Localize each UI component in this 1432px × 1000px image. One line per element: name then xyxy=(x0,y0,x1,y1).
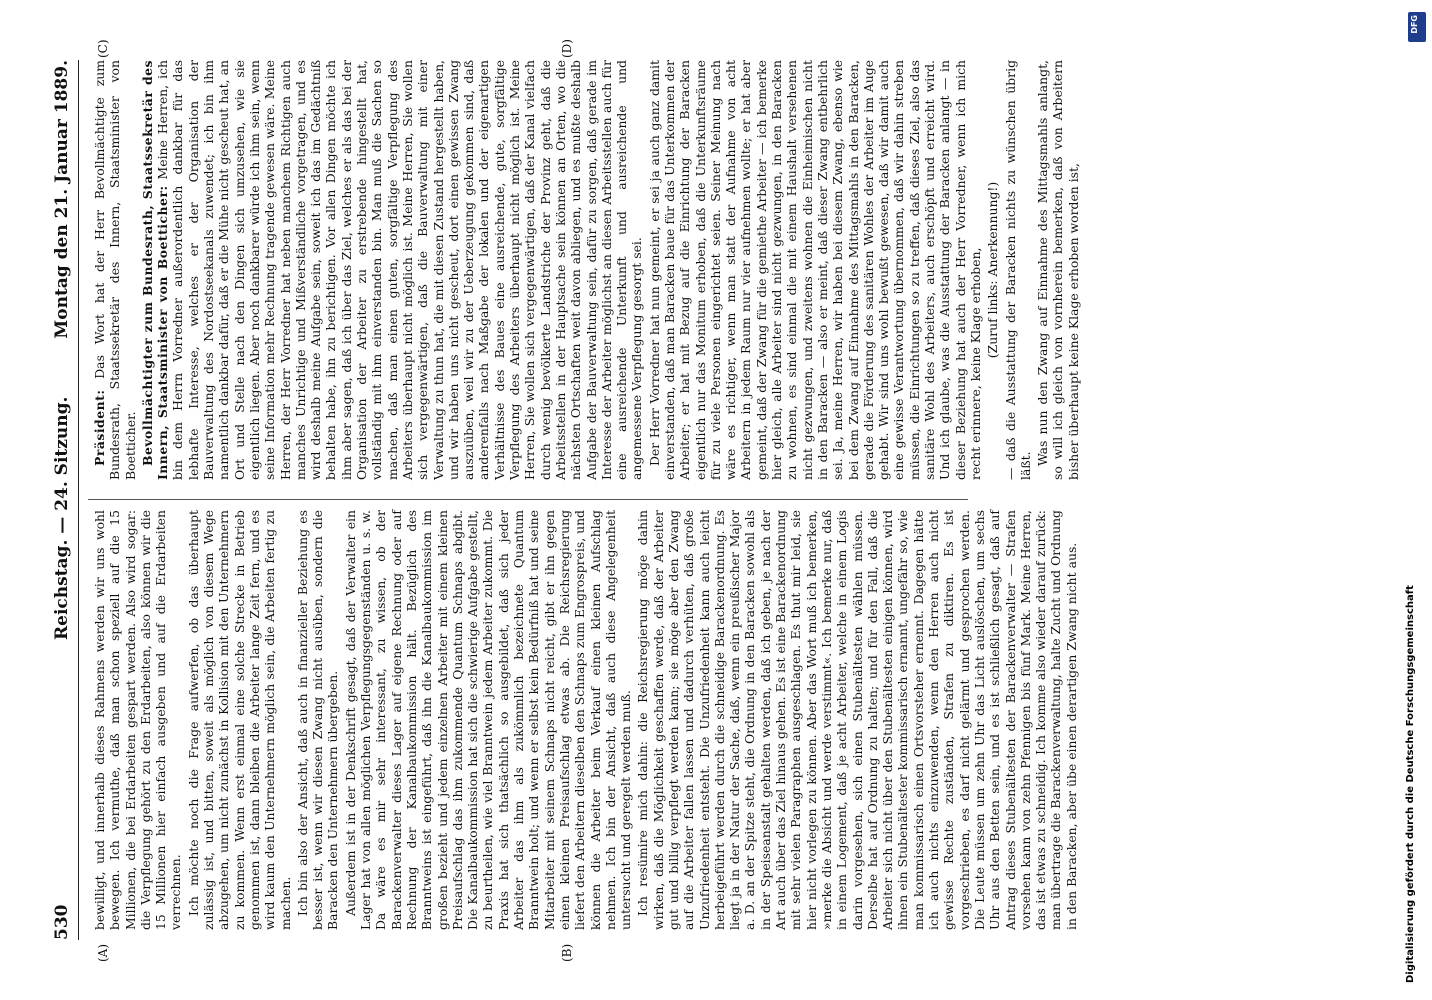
paragraph: Ich resümire mich dahin: die Reichsregierung möge dahin wirken, daß die Möglichkeit geschaffen werde, daß der Arbeiter gut und billig verpflegt werden kann; sie möge aber den Zwang auf die Arbeiter fallen lassen und dadurch verhüten, daß große Unzufriedenheit entsteht. Die Unzufriedenheit kann auch leicht herbeigeführt werden durch die schneidige Barackenordnung. Es liegt ja in der Natur der Sache, daß, wenn ein preußischer Major a. D. an der Spitze steht, die Ordnung in den Baracken sowohl als in der Speiseanstalt gehalten werden, daß ich geben, je nach der Art auch über das Ziel hinaus gehen. Es ist eine Barackenordnung mit sehr vielen Paragraphen ausgeschlagen. Es thut mir leid, sie hier nicht vorlegen zu können. Aber das Wort muß ich bemerken, »merke die Absicht und werde verstimmt«. Ich bemerke nur, daß in einem Logement, daß je acht Arbeiter, welche in einem Logis darin vorgesehen, sich einen Stubenältesten wählen müssen. Derselbe hat auf Ordnung zu halten; und für den Fall, daß die Arbeiter sich nicht über den Stubenältesten einigen können, wird ihnen ein Stubenältester kommissarisch ernannt, ungefähr so, wie man kommissarisch einen Ortsvorsteher ernennt. Dagegen hätte ich auch nichts einzuwenden, wenn den Herren auch nicht gewisse Rechte zuständen, Strafen zu diktiren. Es ist vorgeschrieben, es darf nicht gelärmt und gesprochen werden. Die Leute müssen um zehn Uhr das Licht auslöschen, um sechs Uhr aus den Betten sein, und es ist schließlich gesagt, daß auf Antrag dieses Stubenältesten der Barackenverwalter — Strafen vorsehen kann von zehn Pfennigen bis fünf Mark. Meine Herren, das ist etwas zu schneidig. Ich komme also wieder darauf zurück: man übertrage die Barackenverwaltung, halte Zucht und Ordnung in den Baracken, aber übe einen derartigen Zwang nicht aus. xyxy=(635,510,1079,930)
paragraph: Außerdem ist in der Denkschrift gesagt, daß der Verwalter ein Lager hat von allen möglichen Verpflegungsgegenständen u. s. w. Da wäre es mir sehr interessant, zu wissen, ob der Barackenverwalter dieses Lager auf eigene Rechnung oder auf Rechnung der Kanalbaukommission hält. Bezüglich des Branntweins ist eingeführt, daß ihn die Kanalbaukommission im großen bezieht und jedem einzelnen Arbeiter mit einem kleinen Preisaufschlag das ihm zukommende Quantum Schnaps abgibt. Die Kanalbaukommission hat sich die schwierige Aufgabe gestellt, zu beurtheilen, wie viel Branntwein jedem Arbeiter zukommt. Die Praxis hat sich thatsächlich so ausgebildet, daß sich jeder Arbeiter das ihm als zukömmlich bezeichnete Quantum Branntwein holt; und wenn er selbst kein Bedürfniß hat und seine Mitarbeiter mit seinem Schnaps nicht reicht, gibt er ihn gegen einen kleinen Preisaufschlag etwas ab. Die Reichsregierung liefert den Arbeitern dieselben den Schnaps zum Engrospreis, und können die Arbeiter beim Verkauf einen kleinen Aufschlag nehmen. Ich bin der Ansicht, daß auch diese Angelegenheit untersucht und geregelt werden muß. xyxy=(342,510,634,930)
paragraph: — daß die Ausstattung der Baracken nichts zu wünschen übrig läßt. xyxy=(1002,60,1033,480)
speaker-label: Bevollmächtigter zum Bundesrath, Staatssekretär des Innern, Staatsminister von Boetticher: xyxy=(139,60,171,480)
paragraph xyxy=(92,60,138,480)
paragraph: Ich möchte noch die Frage aufwerfen, ob das überhaupt zulässig ist, und bitten, soweit als möglich von diesem Wege abzugehen, um nicht zunächst in Kollision mit den Unternehmern zu kommen. Wenn erst einmal eine solche Strecke in Betrieb genommen ist, dann bleiben die Arbeiter lange Zeit fern, und es wird kaum den Unternehmern möglich sein, die Arbeiten fertig zu machen. xyxy=(185,510,293,930)
paragraph: Ich bin also der Ansicht, daß auch in finanzieller Beziehung es besser ist, wenn wir diesen Zwang nicht ausüben, sondern die Baracken den Unternehmern übergeben. xyxy=(294,510,341,930)
paragraph: Der Herr Vorredner hat nun gemeint, er sei ja auch ganz damit einverstanden, daß man Baracken baue für das Unterkommen der Arbeiter; er hat mit Bezug auf die Einrichtung der Baracken eigentlich nur das Monitum erhoben, daß die Unterkunftsräume für zu viele Personen eingerichtet seien. Seiner Meinung nach wäre es richtiger, wenn man statt der Aufnahme von acht Arbeitern in jedem Raum nur vier aufnehmen wollte; er hat aber gemeint, daß der Zwang für die gemiethe Arbeiter — ich bemerke hier gleich, alle Arbeiter sind nicht gezwungen, in den Baracken zu wohnen, es sind einmal die mit einem Haushalt versehenen nicht gezwungen, und zweitens wohnen die Einheimischen nicht in den Baracken — also er meint, daß dieser Zwang entbehrlich sei. Ja, meine Herren, wir haben bei diesem Zwang, ebenso wie bei dem Zwang auf Einnahme des Mittagsmahls in den Baracken, gerade die Förderung des sanitären Wohles der Arbeiter im Auge gehabt. Wir sind uns wohl bewußt gewesen, daß wir damit auch eine gewisse Verantwortung übernommen, daß wir dahin streben müssen, die Einrichtungen so zu treffen, daß dieses Ziel, also das sanitäre Wohl des Arbeiters, auch erschöpft und erreicht wird. Und ich glaube, was die Ausstattung der Baracken anlangt — in dieser Beziehung hat auch der Herr Vorredner, wenn ich mich recht erinnere, keine Klage erhoben, xyxy=(646,60,983,480)
speech-text: Das Wort hat der Herr Bevollmächtigte zum Bundesrath, Staatssekretär des Innern, Staatsminister von Boetticher. xyxy=(92,60,138,480)
session-date: Montag den 21. Januar 1889. xyxy=(52,60,72,339)
speech-text: Meine Herren, ich bin dem Herrn Vorredner außerordentlich dankbar für das lebhafte Interesse, welches er der Organisation der Bauverwaltung des Nordostseekanals zuwendet; ich bin ihm namentlich dankbar dafür, daß er die Mühe nicht gescheut hat, an Ort und Stelle nach den Dingen sich umzusehen, wie sie eigentlich liegen. Aber noch dankbarer würde ich ihm sein, wenn seine Information mehr Rechnung tragende gewesen wäre. Meine Herren, der Herr Vorredner hat neben manchem Richtigen auch manches Unrichtige und Mißverständliche vorgetragen, und es wird deshalb meine Aufgabe sein, soweit ich das im Gedächtniß behalten habe, ihn zu berichtigen. Vor allen Dingen möchte ich ihm aber sagen, daß ich über das Ziel, welches er als das bei der Organisation der Arbeiter zu erstrebende hingestellt hat, vollständig mit ihm einverstanden bin. Man muß die Sachen so machen, daß man einen guten, sorgfältige Verpflegung des Arbeiters überhaupt nicht möglich ist. Meine Herren, Sie wollen sich vergegenwärtigen, daß die Bauverwaltung mit einer Verwaltung zu thun hat, die mit diesen Zustand hergestellt haben, und wir haben uns nicht gescheut, dort einen gewissen Zwang auszuüben, weil wir zu der Ueberzeugung gekommen sind, daß anderenfalls nach Maßgabe der lokalen und der eigenartigen Verhältnisse des Baues eine ausreichende, gute, sorgfältige Verpflegung des Arbeiters überhaupt nicht möglich ist. Meine Herren, Sie wollen sich vergegenwärtigen, daß der Kanal vielfach durch wenig bevölkerte Landstriche der Provinz geht, daß die Arbeitsstellen in der Hauptsache sein können an Orten, wo die nächsten Ortschaften weit davon abliegen, und es mußte deshalb Aufgabe der Bauverwaltung sein, dafür zu sorgen, daß gerade im Interesse der Arbeiter möglichst an diesen Arbeitsstellen auch für eine ausreichende Unterkunft und ausreichende und angemessene Verpflegung gesorgt sei. xyxy=(155,60,645,480)
paragraph: Was nun den Zwang auf Einnahme des Mittagsmahls anlangt, so will ich gleich von vornherein bemerken, daß von Arbeitern bisher überhaupt keine Klage erhoben worden ist, xyxy=(1035,60,1081,480)
header-rule xyxy=(78,60,79,940)
page-number: 530 xyxy=(52,904,72,940)
dfg-logo-text: DFG xyxy=(1410,15,1419,34)
margin-marker-d: (D) xyxy=(560,39,574,58)
left-column xyxy=(92,510,1081,930)
margin-marker-c: (C) xyxy=(96,39,110,58)
digitization-credit: Digitalisierung gefördert durch die Deutsche Forschungsgemeinschaft xyxy=(1405,585,1416,983)
margin-marker-b: (B) xyxy=(560,943,574,962)
paragraph: bewilligt, und innerhalb dieses Rahmens werden wir uns wohl bewegen. Ich vermuthe, daß man schon speziell auf die 15 Millionen, die bei Erdarbeiten gespart werden. Also wird sogar: die Verpflegung gehört zu den Erdarbeiten, also können wir die 15 Millionen hier einfach ausgeben und auf die Erdarbeiten verrechnen. xyxy=(92,510,184,930)
session-title: Reichstag. — 24. Sitzung. xyxy=(52,396,72,640)
column-divider xyxy=(88,499,968,500)
page-header xyxy=(52,60,74,940)
margin-marker-a: (A) xyxy=(96,943,110,962)
interjection: (Zuruf links: Anerkennung!) xyxy=(985,181,1001,359)
paragraph xyxy=(140,60,645,480)
right-column xyxy=(92,60,1083,480)
speaker-label: Präsident: xyxy=(92,389,107,466)
